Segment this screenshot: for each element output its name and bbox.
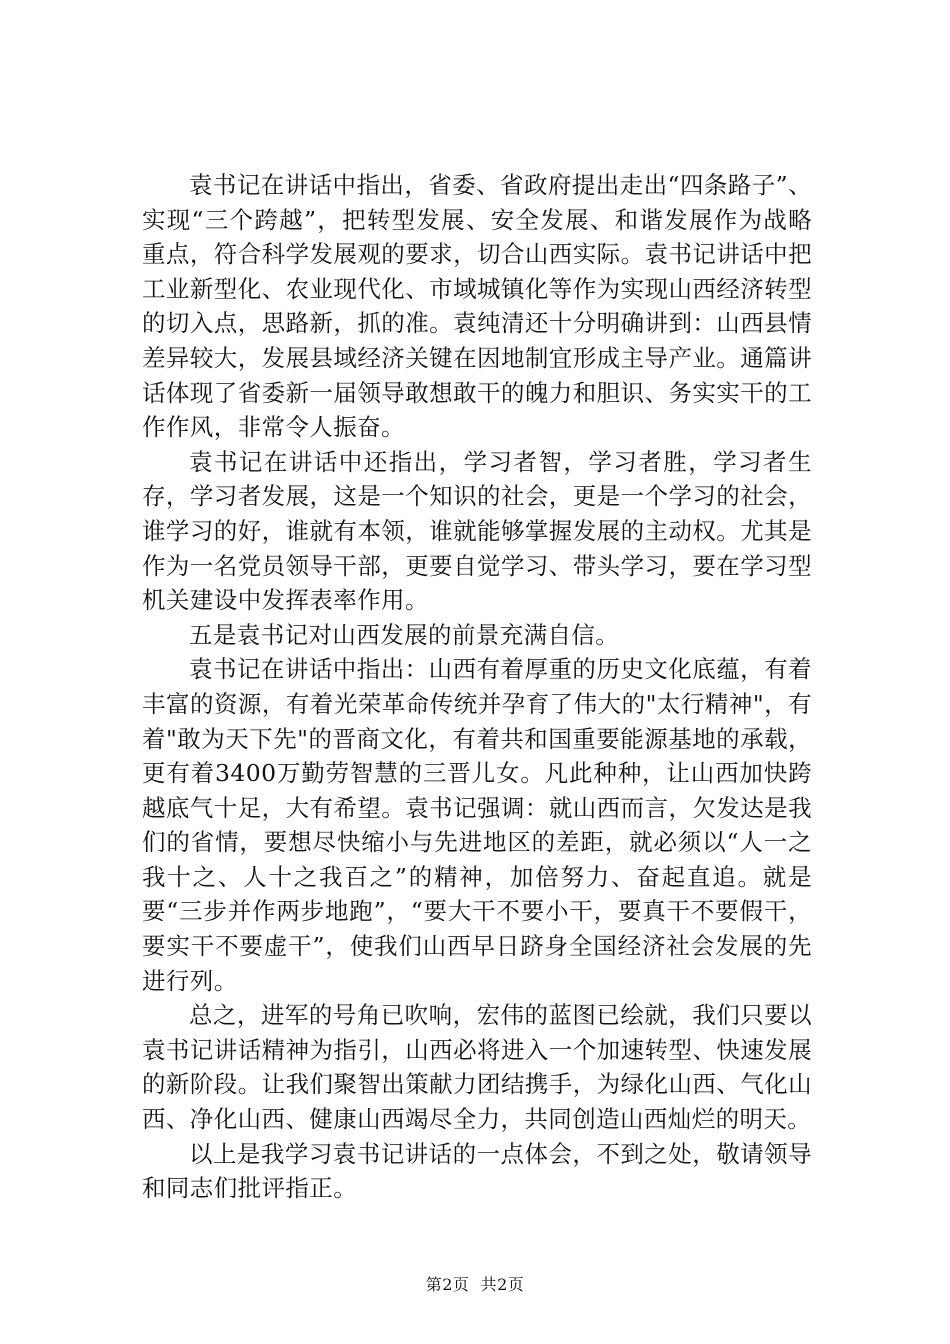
paragraph-6: 以上是我学习袁书记讲话的一点体会，不到之处，敬请领导和同志们批评指正。	[142, 1139, 812, 1203]
page-footer	[0, 1275, 950, 1295]
paragraph-3: 五是袁书记对山西发展的前景充满自信。	[189, 620, 620, 649]
page-number: 第2页 共2页	[425, 1275, 525, 1294]
paragraph-4: 袁书记在讲话中指出：山西有着厚重的历史文化底蕴，有着丰富的资源，有着光荣革命传统并孕育了伟大的"太行精神"，有着"敢为天下先"的晋商文化，有着共和国重要能源基地的承载，更有着3400万勤劳智慧的三晋儿女。凡此种种，让山西加快跨越底气十足，大有希望。袁书记强调：就山西而言，欠发达是我们的省情，要想尽快缩小与先进地区的差距，就必须以“人一之我十之、人十之我百之”的精神，加倍努力、奋起直追。就是要“三步并作两步地跑”，“要大干不要小干，要真干不要假干，要实干不要虚干”，使我们山西早日跻身全国经济社会发展的先进行列。	[142, 655, 812, 995]
paragraph-2: 袁书记在讲话中还指出，学习者智，学习者胜，学习者生存，学习者发展，这是一个知识的社会，更是一个学习的社会，谁学习的好，谁就有本领，谁就能够掌握发展的主动权。尤其是作为一名党员领导干部，更要自觉学习、带头学习，要在学习型机关建设中发挥表率作用。	[142, 447, 812, 615]
paragraph-1: 袁书记在讲话中指出，省委、省政府提出走出“四条路子”、实现“三个跨越”，把转型发展、安全发展、和谐发展作为战略重点，符合科学发展观的要求，切合山西实际。袁书记讲话中把工业新型化、农业现代化、市域城镇化等作为实现山西经济转型的切入点，思路新，抓的准。袁纯清还十分明确讲到：山西县情差异较大，发展县域经济关键在因地制宜形成主导产业。通篇讲话体现了省委新一届领导敢想敢干的魄力和胆识、务实实干的工作作风，非常令人振奋。	[142, 171, 812, 442]
body-text	[142, 168, 812, 1206]
paragraph-5: 总之，进军的号角已吹响，宏伟的蓝图已绘就，我们只要以袁书记讲话精神为指引，山西必将进入一个加速转型、快速发展的新阶段。让我们聚智出策献力团结携手，为绿化山西、气化山西、净化山西、健康山西竭尽全力，共同创造山西灿烂的明天。	[142, 1001, 812, 1134]
